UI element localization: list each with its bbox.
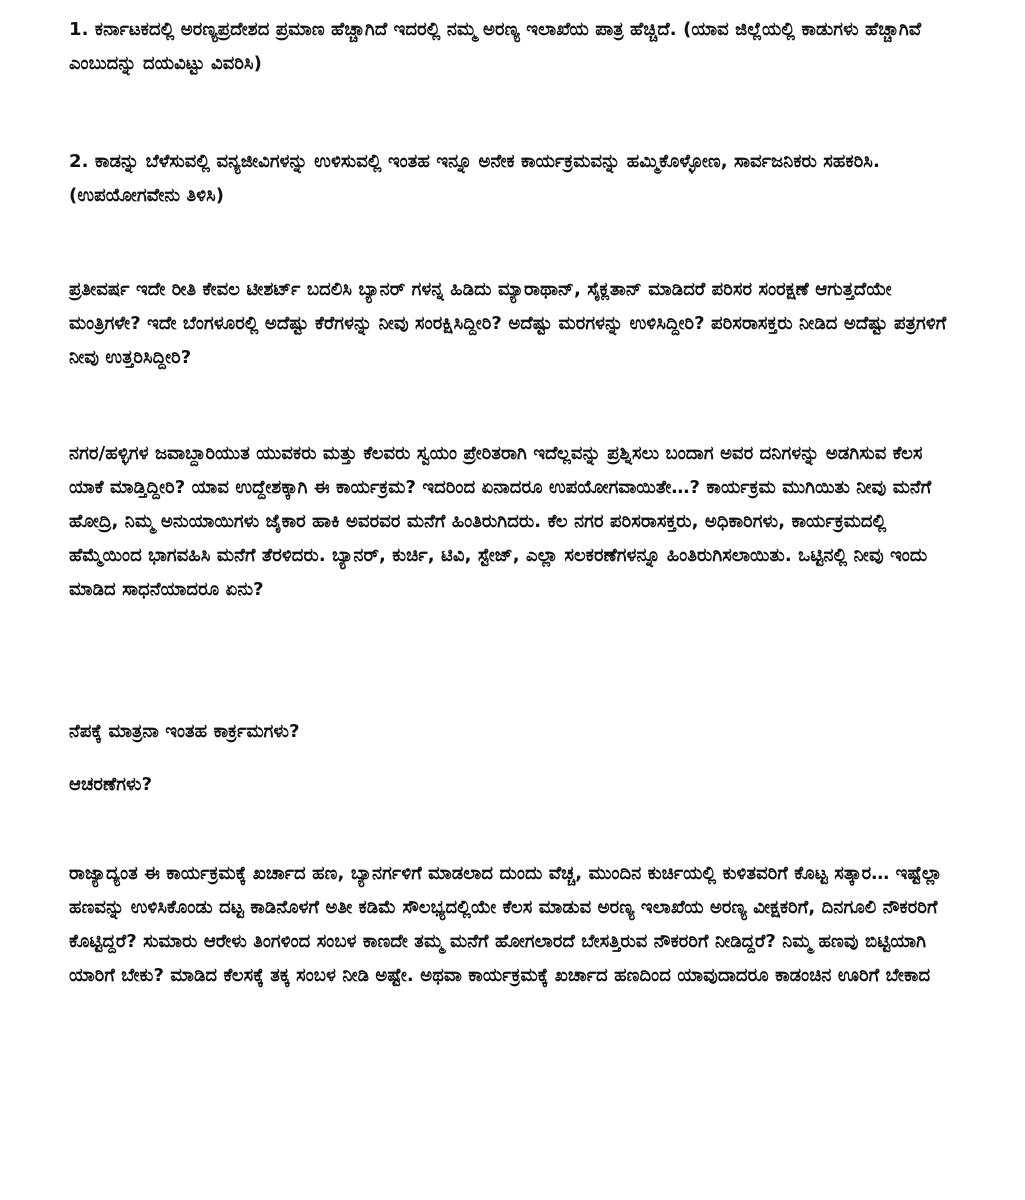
- body-paragraph-youth: ನಗರ/ಹಳ್ಳಿಗಳ ಜವಾಬ್ದಾರಿಯುತ ಯುವಕರು ಮತ್ತು ಕೆಲವರು ಸ್ವಯಂ ಪ್ರೇರಿತರಾಗಿ ಇದೆಲ್ಲವನ್ನು ಪ್ರಶ್ನಿಸಲು ಬಂದಾಗ ಅವರ ದನಿಗಳನ್ನು ಅಡಗಿಸುವ ಕೆಲಸ ಯಾಕೆ ಮಾಡ್ತಿದ್ದೀರಿ? ಯಾವ ಉದ್ದೇಶಕ್ಕಾಗಿ ಈ ಕಾರ್ಯಕ್ರಮ? ಇದರಿಂದ ಏನಾದರೂ ಉಪಯೋಗವಾಯಿತೇ…? ಕಾರ್ಯಕ್ರಮ ಮುಗಿಯಿತು ನೀವು ಮನೆಗೆ ಹೋದ್ರಿ, ನಿಮ್ಮ ಅನುಯಾಯಿಗಳು ಜೈಕಾರ ಹಾಕಿ ಅವರವರ ಮನೆಗೆ ಹಿಂತಿರುಗಿದರು. ಕೆಲ ನಗರ ಪರಿಸರಾಸಕ್ತರು, ಅಧಿಕಾರಿಗಳು, ಕಾರ್ಯಕ್ರಮದಲ್ಲಿ ಹೆಮ್ಮೆಯಿಂದ ಭಾಗವಹಿಸಿ ಮನೆಗೆ ತೆರಳಿದರು. ಬ್ಯಾನರ್, ಕುರ್ಚಿ, ಟಿವಿ, ಸ್ಟೇಜ್, ಎಲ್ಲಾ ಸಲಕರಣೆಗಳನ್ನೂ ಹಿಂತಿರುಗಿಸಲಾಯಿತು. ಒಟ್ಟಿನಲ್ಲಿ ನೀವು ಇಂದು ಮಾಡಿದ ಸಾಧನೆಯಾದರೂ ಏನು?: [69, 443, 932, 600]
- body-line-celebrations: ಆಚರಣೆಗಳು?: [69, 774, 153, 795]
- body-paragraph-expenses: ರಾಜ್ಯಾದ್ಯಂತ ಈ ಕಾರ್ಯಕ್ರಮಕ್ಕೆ ಖರ್ಚಾದ ಹಣ, ಬ್ಯಾನರ್ಗಳಿಗೆ ಮಾಡಲಾದ ದುಂದು ವೆಚ್ಚ, ಮುಂದಿನ ಕುರ್ಚಿಯಲ್ಲಿ ಕುಳಿತವರಿಗೆ ಕೊಟ್ಟ ಸತ್ಕಾರ… ಇಷ್ಟೆಲ್ಲಾ ಹಣವನ್ನು ಉಳಿಸಿಕೊಂಡು ದಟ್ಟ ಕಾಡಿನೊಳಗೆ ಅತೀ ಕಡಿಮೆ ಸೌಲಭ್ಯದಲ್ಲಿಯೇ ಕೆಲಸ ಮಾಡುವ ಅರಣ್ಯ ಇಲಾಖೆಯ ಅರಣ್ಯ ವೀಕ್ಷಕರಿಗೆ, ದಿನಗೂಲಿ ನೌಕರರಿಗೆ ಕೊಟ್ಟಿದ್ದರೆ? ಸುಮಾರು ಆರೇಳು ತಿಂಗಳಿಂದ ಸಂಬಳ ಕಾಣದೇ ತಮ್ಮ ಮನೆಗೆ ಹೋಗಲಾರದೆ ಬೇಸತ್ತಿರುವ ನೌಕರರಿಗೆ ನೀಡಿದ್ದರೆ? ನಿಮ್ಮ ಹಣವು ಬಿಟ್ಟಿಯಾಗಿ ಯಾರಿಗೆ ಬೇಕು? ಮಾಡಿದ ಕೆಲಸಕ್ಕೆ ತಕ್ಕ ಸಂಬಳ ನೀಡಿ ಅಷ್ಟೇ. ಅಥವಾ ಕಾರ್ಯಕ್ರಮಕ್ಕೆ ಖರ್ಚಾದ ಹಣದಿಂದ ಯಾವುದಾದರೂ ಕಾಡಂಚಿನ ಊರಿಗೆ ಬೇಕಾದ: [69, 863, 943, 986]
- question-1-paragraph: 1. ಕರ್ನಾಟಕದಲ್ಲಿ ಅರಣ್ಯಪ್ರದೇಶದ ಪ್ರಮಾಣ ಹೆಚ್ಚಾಗಿದೆ ಇದರಲ್ಲಿ ನಮ್ಮ ಅರಣ್ಯ ಇಲಾಖೆಯ ಪಾತ್ರ ಹೆಚ್ಚಿದೆ. (ಯಾವ ಜಿಲ್ಲೆಯಲ್ಲಿ ಕಾಡುಗಳು ಹೆಚ್ಚಾಗಿವೆ ಎಂಬುದನ್ನು ದಯವಿಟ್ಟು ವಿವರಿಸಿ): [69, 19, 922, 74]
- body-paragraph-marathon: ಪ್ರತೀವರ್ಷ ಇದೇ ರೀತಿ ಕೇವಲ ಟೀಶರ್ಟ್ ಬದಲಿಸಿ ಬ್ಯಾನರ್ ಗಳನ್ನ ಹಿಡಿದು ಮ್ಯಾರಾಥಾನ್, ಸೈಕ್ಲತಾನ್ ಮಾಡಿದರೆ ಪರಿಸರ ಸಂರಕ್ಷಣೆ ಆಗುತ್ತದೆಯೇ ಮಂತ್ರಿಗಳೇ? ಇದೇ ಬೆಂಗಳೂರಲ್ಲಿ ಅದೆಷ್ಟು ಕೆರೆಗಳನ್ನು ನೀವು ಸಂರಕ್ಷಿಸಿದ್ದೀರಿ? ಅದೆಷ್ಟು ಮರಗಳನ್ನು ಉಳಿಸಿದ್ದೀರಿ? ಪರಿಸರಾಸಕ್ತರು ನೀಡಿದ ಅದೆಷ್ಟು ಪತ್ರಗಳಿಗೆ ನೀವು ಉತ್ತರಿಸಿದ್ದೀರಿ?: [69, 279, 947, 368]
- question-2-paragraph: 2. ಕಾಡನ್ನು ಬೆಳೆಸುವಲ್ಲಿ ವನ್ಯಜೀವಿಗಳನ್ನು ಉಳಿಸುವಲ್ಲಿ ಇಂತಹ ಇನ್ನೂ ಅನೇಕ ಕಾರ್ಯಕ್ರಮವನ್ನು ಹಮ್ಮಿಕೊಳ್ಳೋಣ, ಸಾರ್ವಜನಿಕರು ಸಹಕರಿಸಿ. (ಉಪಯೋಗವೇನು ತಿಳಿಸಿ): [69, 151, 880, 206]
- body-line-pretext-programs: ನೆಪಕ್ಕೆ ಮಾತ್ರನಾ ಇಂತಹ ಕಾರ್ಕ್ರಮಗಳು?: [69, 721, 300, 742]
